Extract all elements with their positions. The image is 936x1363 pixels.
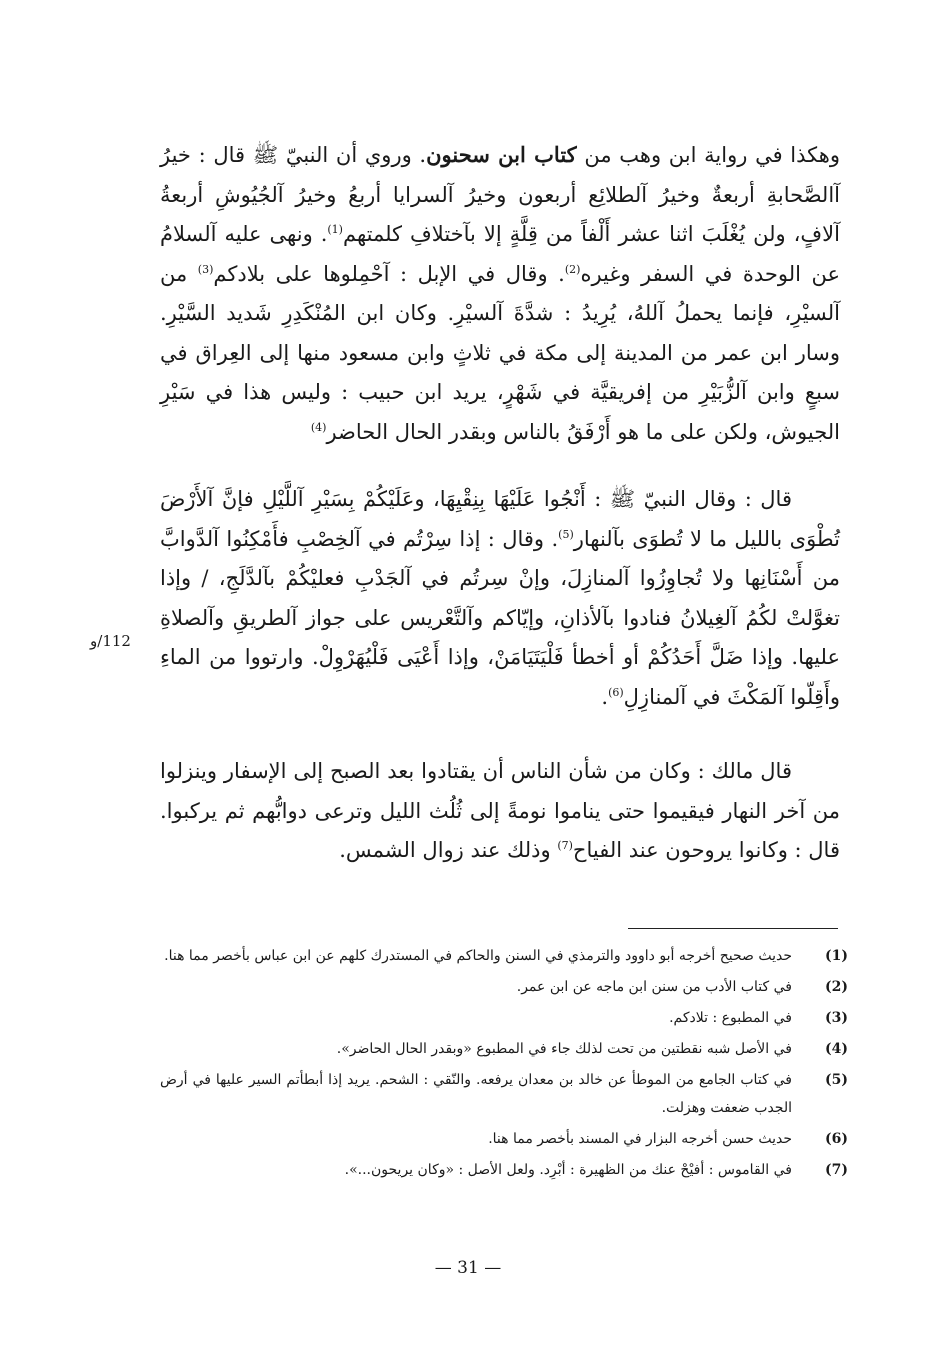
footnote-6 — [160, 1125, 848, 1153]
footnotes-section — [160, 942, 848, 1184]
line-text: قال : خيرُ آالصَّحابةِ أربعةٌ وخيرُ آلطلائِع أربعون وخيرُ آلسرايا أربعُ وخيرُ آلجُيُوشِ — [160, 143, 840, 207]
footnote-ref-5[interactable]: (5) — [558, 527, 574, 541]
footnote-4 — [160, 1035, 848, 1063]
footnote-2 — [160, 973, 848, 1001]
footnote-5 — [160, 1066, 848, 1122]
footnote-1 — [160, 942, 848, 970]
footnote-text: حديث صحيح أخرجه أبو داوود والترمذي في السنن والحاكم في المستدرك كلهم عن ابن عباس بأخصر مما هنا. — [164, 948, 792, 964]
footnote-3 — [160, 1004, 848, 1032]
line-text: . ونهى عليه — [224, 222, 328, 246]
footnote-ref-6[interactable]: (6) — [608, 685, 624, 699]
line-text: آلطريقِ وآلصلاةِ عليها. وإذا ضَلَّ أَحَدُكُمْ أو أخطأ فَلْيَتَيَامَنْ، وإذا أَعْيَى فَلْيُهَرْوِلْ. — [160, 605, 840, 669]
line-text: بآلدَّلَجِ، / وإذا تغوَّلتْ لكُمُ آلغِيلانُ فنادوا بآلأذانِ، وإيّاكم وآلتَّعْريس على جواز — [160, 566, 840, 630]
line-text: وذلك عند زوال الشمس. — [339, 838, 558, 862]
footnote-text: في المطبوع : تلادكم. — [669, 1010, 792, 1026]
footnote-ref-1[interactable]: (1) — [327, 223, 343, 236]
footnote-text: في كتاب الجامع من الموطأ عن خالد بن معدان يرفعه. والنّقي : الشحم. يريد إذا أبطأتم السير عليها في أرض الجدب ضعفت وهزلت. — [160, 1072, 792, 1116]
footnote-number: (4) — [825, 1041, 848, 1057]
line-text: آلسلامُ عن الوحدة في السفر وغيره — [160, 222, 841, 286]
line-text: . وروي أن النبيّ ﷺ — [252, 143, 427, 167]
line-text: وهكذا في رواية ابن وهب من — [576, 143, 840, 167]
footnote-number: (7) — [825, 1162, 848, 1178]
footnote-number: (3) — [825, 1010, 848, 1026]
footnote-separator — [628, 928, 838, 929]
line-text: . وقال : إذا سِرْتُم في آلخِصْبِ — [296, 526, 559, 551]
footnote-ref-3[interactable]: (3) — [197, 262, 214, 276]
footnote-number: (6) — [825, 1131, 848, 1147]
footnote-7 — [160, 1156, 848, 1184]
line-text: وسار ابن عمر من المدينة إلى مكة في ثلاثٍ وابن مسعود منها إلى العِراق في سبعٍ — [160, 340, 840, 404]
line-text: فأَمْكِنُوا آلدَّوابَّ من أَسْنَانِها ولا تُجاوِزُوا آلمنازِلَ، وإنْ سِرتُم في آلجَدْبِ فعليْكُمْ — [160, 526, 841, 590]
footnote-ref-7[interactable]: (7) — [557, 839, 573, 852]
manuscript-folio-note: 112/و — [90, 632, 131, 650]
line-text: وارتووا من الماءِ وأَقِلّوا آلمَكْثَ في آلمنازِلِ — [160, 645, 840, 709]
footnote-text: في كتاب الأدب من سنن ابن ماجه عن ابن عمر. — [516, 979, 792, 995]
paragraph-2 — [160, 480, 840, 717]
footnote-number: (1) — [825, 948, 848, 964]
paragraph-3 — [160, 752, 840, 871]
line-text: ولكن على ما هو أَرْفَقُ بالناس وبقدر الحال الحاضر — [326, 419, 758, 444]
line-text: أربعةُ آلافٍ، ولن يُغْلَبَ اثنا عشر أَلْفاً من قِلَّةٍ إلا بآختلافِ كلمتهم — [160, 182, 840, 246]
paragraph-1 — [160, 135, 840, 452]
footnote-text: في الأصل شبه نقطتين من تحت لذلك جاء في المطبوع «وبقدر الحال الحاضر». — [336, 1041, 792, 1057]
line-text: . — [601, 684, 609, 709]
line-text: من آخر النهار فيقيموا حتى يناموا نومةً إلى ثُلُث الليل وترعى دوابُّهم ثم يركبوا. — [160, 798, 840, 823]
line-text: قال : وقال النبيّ ﷺ : أَنْجُوا عَلَيْهَا بِنِقْيِهَا، وعَلَيْكُمْ بِسَيْرِ آللَّيْلِ فإنَّ — [221, 487, 792, 511]
bold-book-title: كتاب ابن سحنون — [426, 142, 577, 167]
footnote-text: حديث حسن أخرجه البزار في المسند بأخصر مما هنا. — [488, 1131, 792, 1147]
footnote-ref-2[interactable]: (2) — [564, 262, 581, 276]
footnote-ref-4[interactable]: (4) — [310, 420, 327, 434]
page-number: — 31 — — [434, 1258, 502, 1278]
line-text: من آلسيْرِ، فإنما يحملُ آللهُ، يُرِيدُ : شدَّةَ آلسيْرِ. وكان ابن المُنْكَدِرِ شَديد السَّيْرِ. — [160, 261, 840, 325]
footnote-number: (5) — [825, 1072, 848, 1088]
line-text: قال مالك : وكان من شأن الناس أن يقتادوا بعد الصبح إلى الإسفار وينزلوا — [160, 759, 792, 783]
line-text: وابن آلزُّبَيْرِ من إفريقيَّة في شَهْرٍ، يريد ابن حبيب : وليس هذا في سَيْرِ الجيوش، — [160, 380, 840, 444]
footnote-number: (2) — [825, 979, 848, 995]
line-text: . وقال في الإبل : آحْمِلوها على بلادكم — [213, 261, 565, 286]
footnote-text: في القاموس : أفيْحْ عنك من الظهيرة : أبْرِد. ولعل الأصل : «وكان يريحون...». — [344, 1162, 792, 1178]
line-text: قال : وكانوا يروحون عند الفياح — [572, 838, 840, 862]
line-text: آلأَرْضَ تُطْوَى بالليل ما لا تُطوَى بآلنهار — [160, 487, 841, 551]
